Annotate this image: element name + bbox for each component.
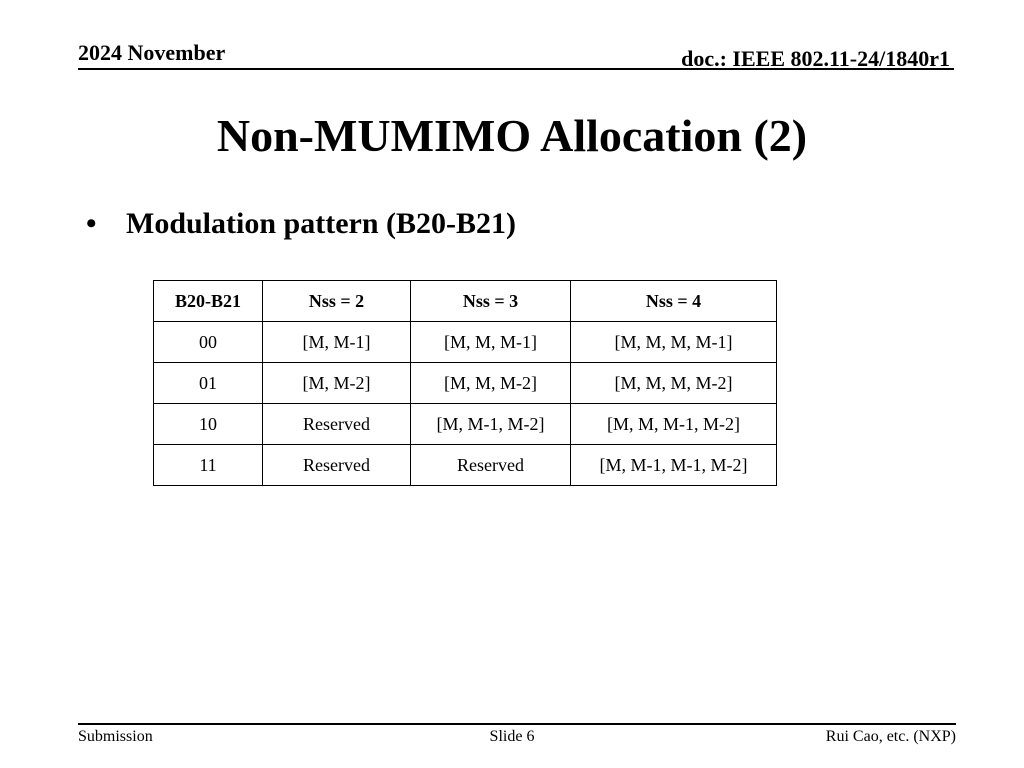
table-cell: [M, M-1, M-1, M-2] <box>571 445 777 486</box>
table-cell: [M, M-1, M-2] <box>411 404 571 445</box>
header-doc-id: doc.: IEEE 802.11-24/1840r1 <box>681 46 950 71</box>
table-header-row <box>154 281 777 322</box>
table-cell: [M, M, M, M-1] <box>571 322 777 363</box>
footer-divider <box>78 723 956 725</box>
bullet-item <box>86 204 516 244</box>
footer-author: Rui Cao, etc. (NXP) <box>825 728 956 745</box>
table-cell: 10 <box>154 404 263 445</box>
footer-submission: Submission <box>78 728 153 745</box>
footer-slide-number: Slide 6 <box>489 728 535 745</box>
table-row <box>154 322 777 363</box>
table-header-cell: B20-B21 <box>154 281 263 322</box>
header-date: 2024 November <box>78 40 226 65</box>
table-cell: 01 <box>154 363 263 404</box>
table-header-cell: Nss = 3 <box>411 281 571 322</box>
table-cell: 00 <box>154 322 263 363</box>
table-cell: [M, M, M-1, M-2] <box>571 404 777 445</box>
table-cell: [M, M, M-2] <box>411 363 571 404</box>
modulation-pattern-table <box>153 280 777 486</box>
table-cell: Reserved <box>411 445 571 486</box>
table-cell: [M, M-2] <box>263 363 411 404</box>
header-divider <box>78 68 954 70</box>
table-cell: [M, M-1] <box>263 322 411 363</box>
table-row <box>154 445 777 486</box>
table-cell: [M, M, M, M-2] <box>571 363 777 404</box>
table-cell: 11 <box>154 445 263 486</box>
table-row <box>154 404 777 445</box>
bullet-icon: • <box>86 207 97 240</box>
table-cell: Reserved <box>263 445 411 486</box>
table-header-cell: Nss = 4 <box>571 281 777 322</box>
slide-title: Non-MUMIMO Allocation (2) <box>216 110 808 161</box>
table-cell: [M, M, M-1] <box>411 322 571 363</box>
table-header-cell: Nss = 2 <box>263 281 411 322</box>
table-cell: Reserved <box>263 404 411 445</box>
bullet-text: Modulation pattern (B20-B21) <box>126 207 516 240</box>
table-row <box>154 363 777 404</box>
